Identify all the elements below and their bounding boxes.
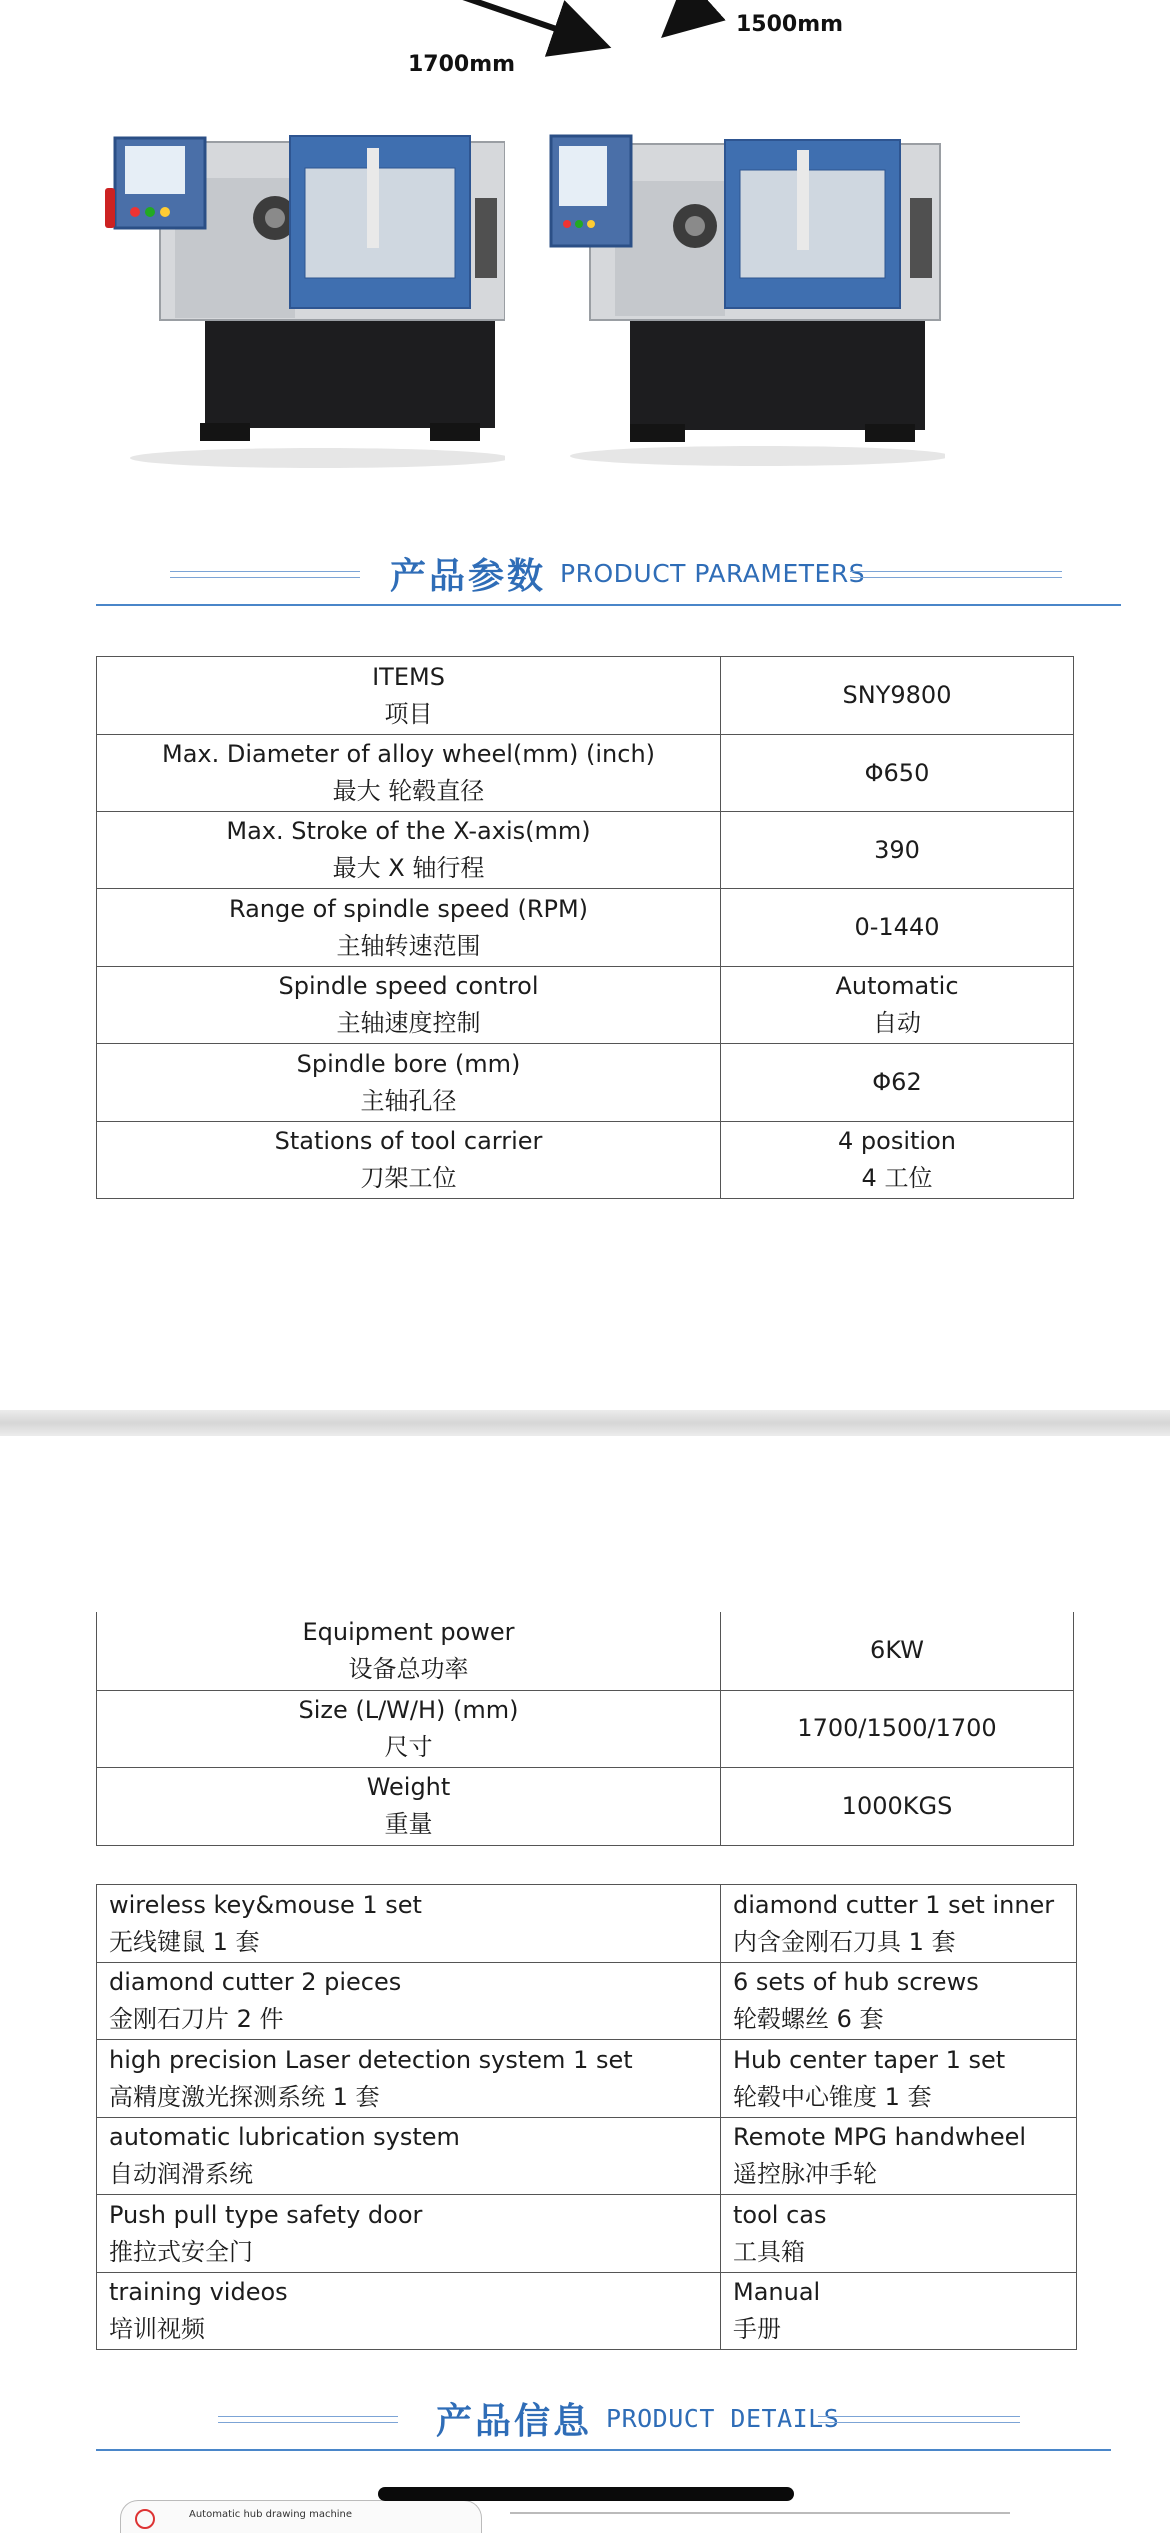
spec-table-continued — [96, 1612, 1074, 1846]
table-row — [97, 1612, 1074, 1690]
spec-label-cell: Size (L/W/H) (mm) 尺寸 — [97, 1690, 721, 1767]
spec-value-cell: 390 — [721, 812, 1074, 889]
product-details-title-en: PRODUCT DETAILS — [606, 2404, 840, 2433]
logo-icon — [135, 2509, 155, 2529]
accessory-cell-right: Manual 手册 — [721, 2273, 1077, 2350]
page-break — [0, 1410, 1170, 1436]
machine-image-angled — [545, 126, 945, 466]
accessories-table — [96, 1884, 1077, 2350]
table-row — [97, 1767, 1074, 1845]
heading-decoration-left — [170, 571, 360, 578]
accessory-cell-right: Remote MPG handwheel 遥控脉冲手轮 — [721, 2118, 1077, 2195]
spec-value-cell: 0-1440 — [721, 889, 1074, 967]
heading-decoration-right — [850, 571, 1062, 578]
spec-value-cell: Φ650 — [721, 735, 1074, 812]
dimension-arrows — [0, 0, 1170, 90]
thumbnail-caption: Automatic hub drawing machine — [189, 2509, 353, 2520]
section-rule — [96, 2449, 1111, 2451]
spec-label-cell: Weight 重量 — [97, 1767, 721, 1845]
table-row — [97, 812, 1074, 889]
product-parameters-title-cn: 产品参数 — [390, 556, 547, 597]
accessory-cell-left: high precision Laser detection system 1 set 高精度激光探测系统 1 套 — [97, 2040, 721, 2118]
spec-label-cell: Spindle speed control 主轴速度控制 — [97, 967, 721, 1044]
table-row — [97, 2040, 1077, 2118]
accessory-cell-left: training videos 培训视频 — [97, 2273, 721, 2350]
product-parameters-title-en: PRODUCT PARAMETERS — [560, 559, 866, 588]
product-detail-thumbnail[interactable] — [120, 2500, 482, 2533]
spec-value-cell: Automatic 自动 — [721, 967, 1074, 1044]
section-rule — [96, 604, 1121, 606]
table-row — [97, 735, 1074, 812]
spec-value-cell: 1000KGS — [721, 1767, 1074, 1845]
table-row — [97, 2195, 1077, 2273]
accessory-cell-right: diamond cutter 1 set inner 内含金刚石刀具 1 套 — [721, 1885, 1077, 1963]
spec-label-cell: Spindle bore (mm) 主轴孔径 — [97, 1044, 721, 1122]
machine-image-front — [105, 128, 505, 468]
spec-label-cell: Max. Stroke of the X-axis(mm) 最大 X 轴行程 — [97, 812, 721, 889]
spec-value-cell: SNY9800 — [721, 657, 1074, 735]
table-row — [97, 889, 1074, 967]
home-indicator[interactable] — [378, 2487, 794, 2501]
spec-label-cell: Range of spindle speed (RPM) 主轴转速范围 — [97, 889, 721, 967]
table-row — [97, 2118, 1077, 2195]
table-row — [97, 1885, 1077, 1963]
spec-label-cell: Max. Diameter of alloy wheel(mm) (inch) 最大 轮毂直径 — [97, 735, 721, 812]
spec-value-cell: 1700/1500/1700 — [721, 1690, 1074, 1767]
width-dimension-label: 1700mm — [408, 52, 516, 77]
accessory-cell-right: tool cas 工具箱 — [721, 2195, 1077, 2273]
heading-decoration-left — [218, 2416, 398, 2423]
accessory-cell-left: wireless key&mouse 1 set 无线键鼠 1 套 — [97, 1885, 721, 1963]
table-row — [97, 1044, 1074, 1122]
spec-value-cell: 6KW — [721, 1612, 1074, 1690]
divider — [510, 2512, 1010, 2514]
spec-value-cell: Φ62 — [721, 1044, 1074, 1122]
heading-decoration-right — [818, 2416, 1020, 2423]
accessory-cell-left: automatic lubrication system 自动润滑系统 — [97, 2118, 721, 2195]
spec-label-cell: ITEMS 项目 — [97, 657, 721, 735]
accessory-cell-left: diamond cutter 2 pieces 金刚石刀片 2 件 — [97, 1963, 721, 2040]
accessory-cell-right: Hub center taper 1 set 轮毂中心锥度 1 套 — [721, 2040, 1077, 2118]
depth-dimension-label: 1500mm — [736, 12, 844, 37]
product-parameters-heading — [390, 548, 865, 599]
spec-table — [96, 656, 1074, 1199]
table-row — [97, 2273, 1077, 2350]
product-details-heading — [436, 2393, 839, 2444]
table-row — [97, 657, 1074, 735]
product-details-title-cn: 产品信息 — [436, 2401, 593, 2442]
accessory-cell-left: Push pull type safety door 推拉式安全门 — [97, 2195, 721, 2273]
table-row — [97, 1122, 1074, 1199]
spec-value-cell: 4 position 4 工位 — [721, 1122, 1074, 1199]
spec-label-cell: Stations of tool carrier 刀架工位 — [97, 1122, 721, 1199]
table-row — [97, 1963, 1077, 2040]
table-row — [97, 967, 1074, 1044]
spec-label-cell: Equipment power 设备总功率 — [97, 1612, 721, 1690]
table-row — [97, 1690, 1074, 1767]
accessory-cell-right: 6 sets of hub screws 轮毂螺丝 6 套 — [721, 1963, 1077, 2040]
